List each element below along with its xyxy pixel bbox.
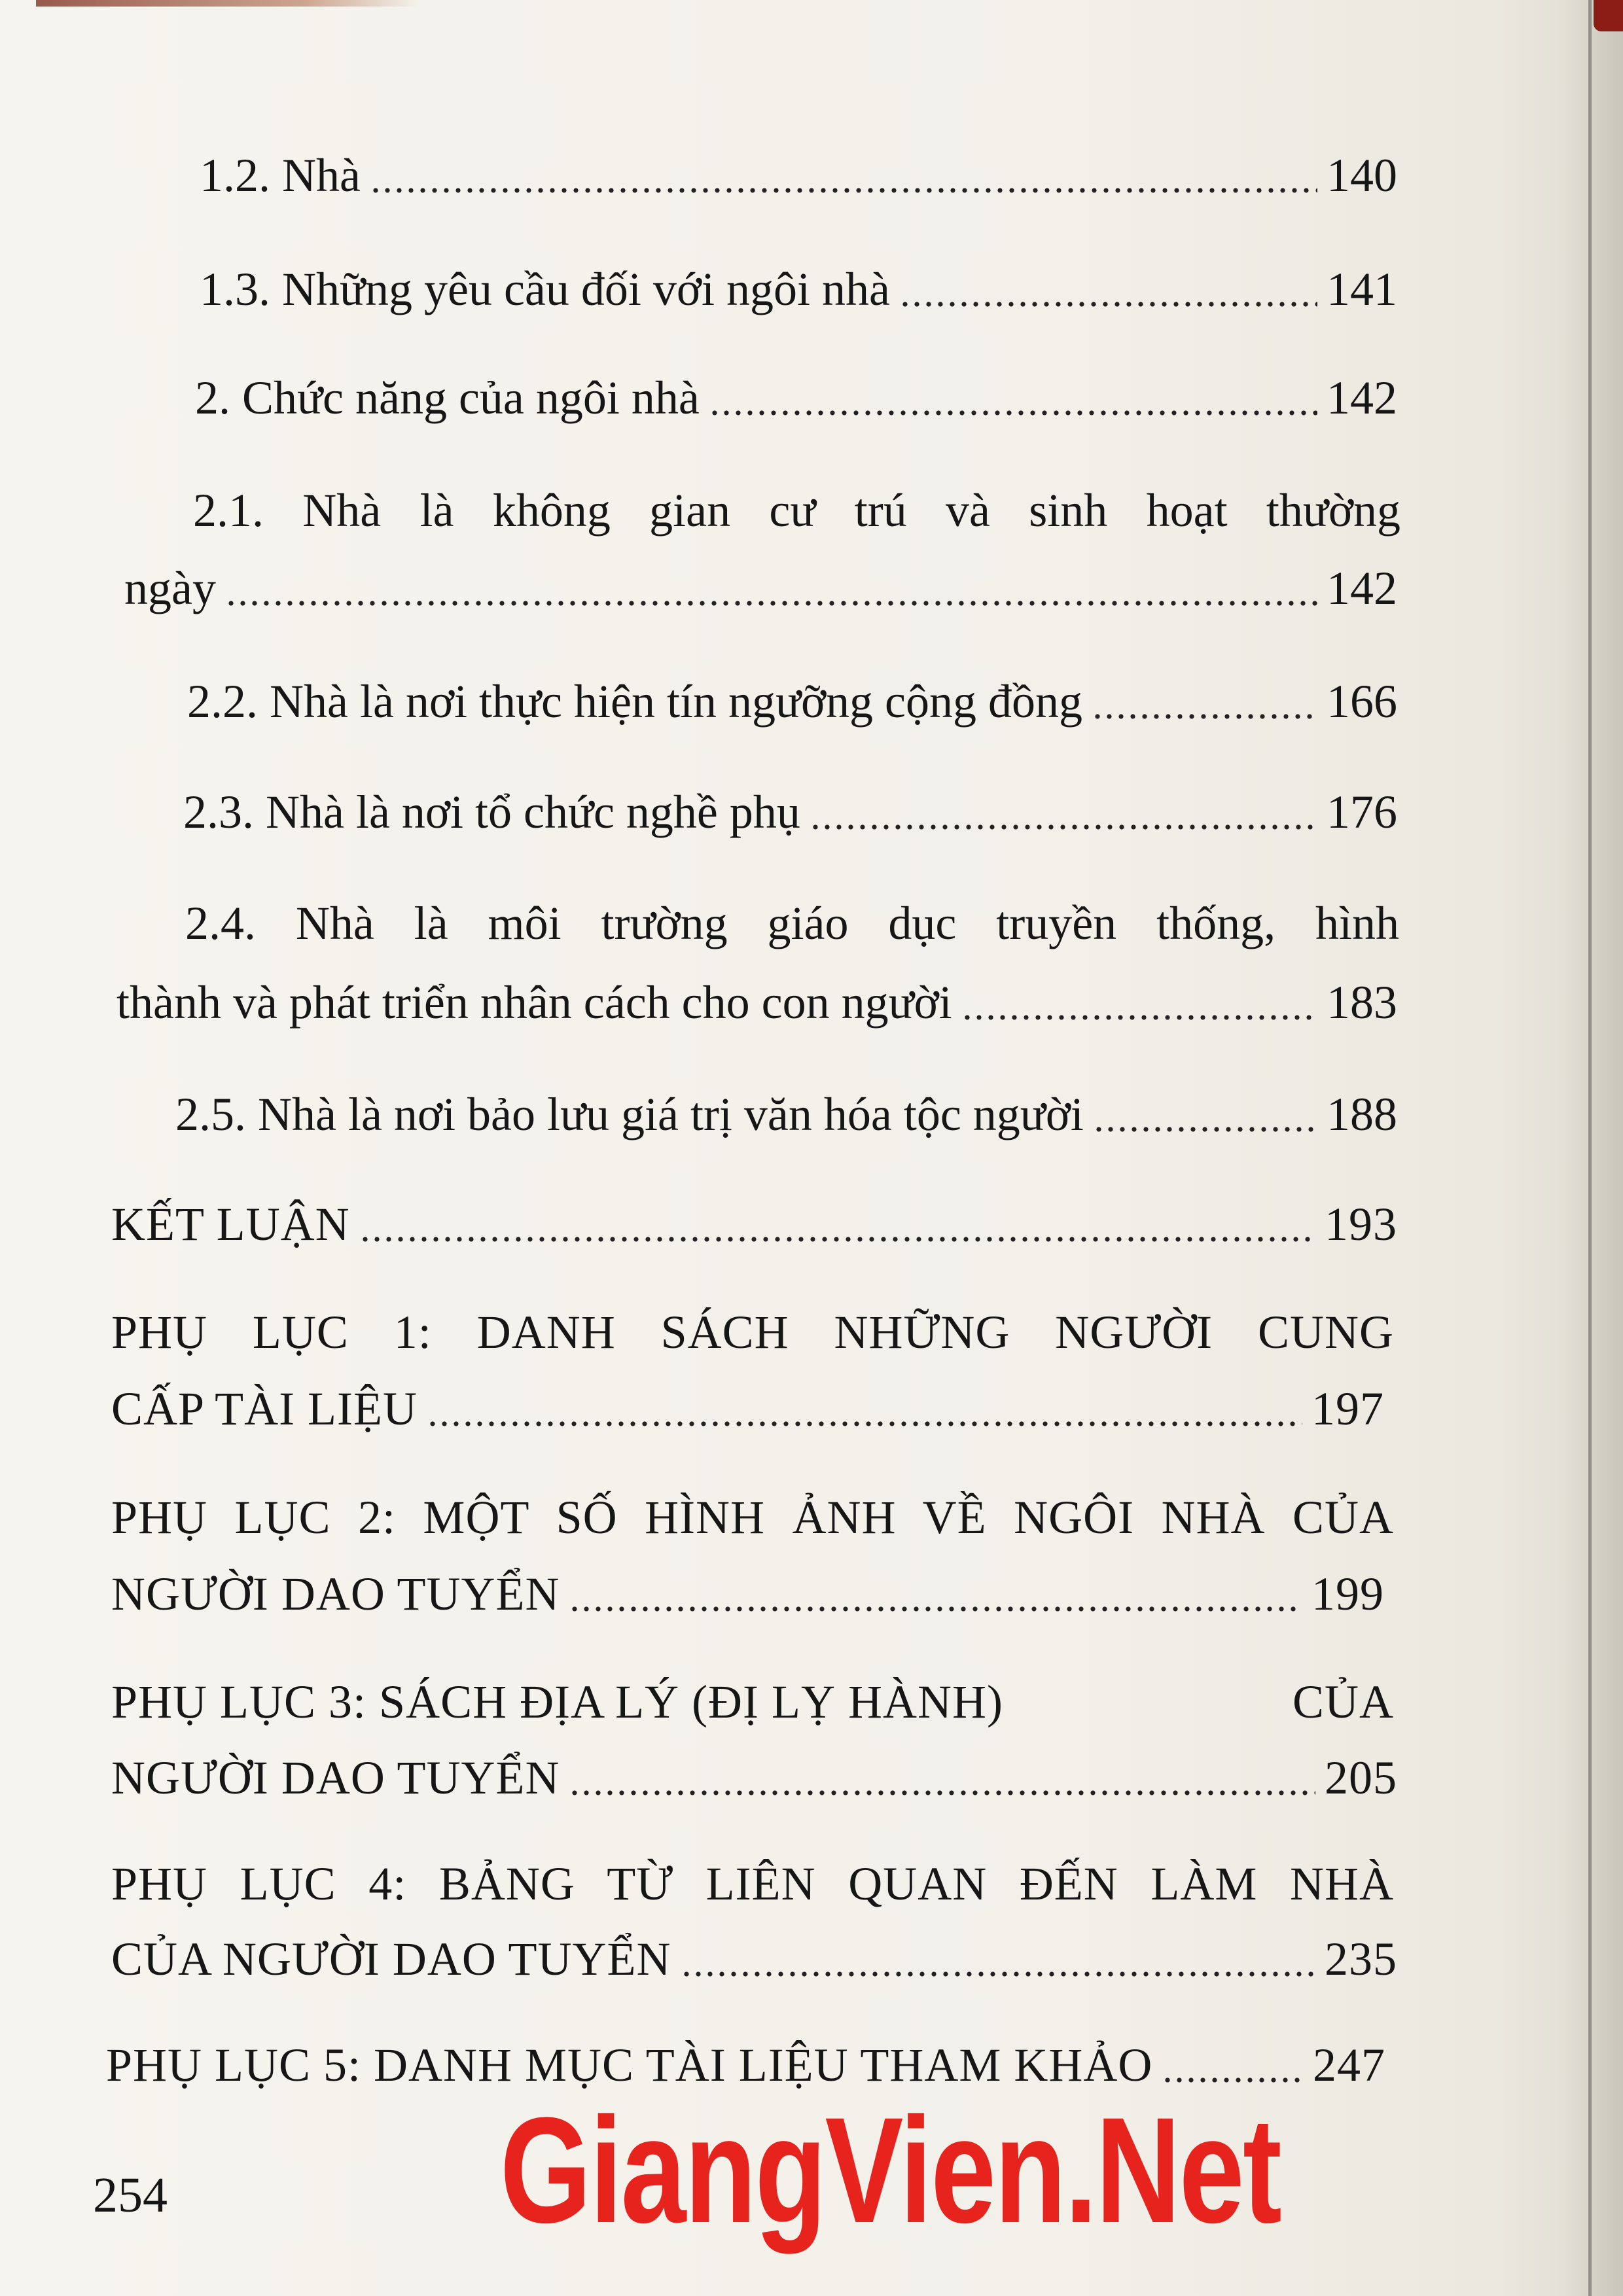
- toc-leader: [961, 1014, 1317, 1022]
- toc-entry: [195, 372, 1397, 424]
- toc-entry-page: 183: [1327, 976, 1397, 1029]
- toc-entry-label: KẾT LUẬN: [111, 1198, 350, 1250]
- toc-entry-label: CỦA NGƯỜI DAO TUYỂN: [111, 1933, 671, 1985]
- toc-entry-page: 142: [1327, 372, 1397, 424]
- toc-leader: [1162, 2077, 1304, 2085]
- watermark-logo: GiangVien.Net: [500, 2086, 1281, 2254]
- toc-entry-line1: PHỤ LỤC 3: SÁCH ĐỊA LÝ (ĐỊ LỴ HÀNH): [111, 1676, 1003, 1728]
- toc-leader: [225, 600, 1317, 608]
- toc-entry: [116, 976, 1397, 1029]
- toc-entry-line1: PHỤ LỤC 1: DANH SÁCH NHỮNG NGƯỜI CUNG: [111, 1306, 1394, 1358]
- toc-entry-label: NGƯỜI DAO TUYỂN: [111, 1752, 560, 1804]
- toc-leader: [810, 824, 1317, 832]
- toc-entry-label: NGƯỜI DAO TUYỂN: [111, 1568, 560, 1620]
- page-number: 254: [93, 2168, 168, 2223]
- toc-entry-page: 188: [1327, 1088, 1397, 1140]
- toc-entry-page: 199: [1311, 1568, 1384, 1620]
- toc-entry-label: PHỤ LỤC 5: DANH MỤC TÀI LIỆU THAM KHẢO: [106, 2039, 1153, 2091]
- toc-entry: [187, 675, 1397, 728]
- toc-entry-page: 141: [1327, 263, 1397, 315]
- toc-leader: [1093, 1126, 1317, 1134]
- toc-entry-label: 2. Chức năng của ngôi nhà: [195, 372, 700, 424]
- toc-entry-line1-split: [111, 1676, 1394, 1728]
- toc-entry: [106, 2041, 1385, 2089]
- toc-leader: [899, 301, 1317, 309]
- toc-entry-page: 235: [1325, 1933, 1397, 1985]
- toc-entry: [111, 1198, 1397, 1250]
- toc-entry-label: ngày: [124, 562, 216, 614]
- toc-entry-page: 166: [1327, 675, 1397, 728]
- toc-entry-label: CẤP TÀI LIỆU: [111, 1383, 418, 1435]
- toc-entry-line1: PHỤ LỤC 4: BẢNG TỪ LIÊN QUAN ĐẾN LÀM NHÀ: [111, 1858, 1394, 1910]
- toc-entry: [124, 562, 1397, 614]
- toc-entry: [111, 1752, 1397, 1804]
- toc-entry-page: 193: [1325, 1198, 1397, 1250]
- toc-entry-label: 2.3. Nhà là nơi tổ chức nghề phụ: [183, 786, 800, 838]
- toc-entry: [200, 149, 1397, 202]
- toc-entry-page: 205: [1325, 1752, 1397, 1804]
- toc-leader: [1092, 713, 1317, 721]
- toc-leader: [569, 1790, 1315, 1797]
- toc-entry-page: 140: [1327, 149, 1397, 202]
- toc-entry-line1-right: CỦA: [1292, 1676, 1394, 1728]
- toc-leader: [569, 1606, 1302, 1614]
- toc-leader: [709, 410, 1317, 417]
- toc-entry: [200, 263, 1397, 315]
- toc-entry-line1: 2.1. Nhà là không gian cư trú và sinh hoạt thường: [193, 484, 1400, 537]
- toc-entry-page: 247: [1313, 2039, 1385, 2091]
- toc-entry: [111, 1383, 1384, 1435]
- toc-leader: [359, 1236, 1315, 1244]
- toc-entry: [183, 788, 1397, 836]
- toc-entry: [111, 1935, 1397, 1983]
- toc-entry-label: 1.2. Nhà: [200, 149, 361, 202]
- toc-entry-label: 2.5. Nhà là nơi bảo lưu giá trị văn hóa tộc người: [175, 1088, 1084, 1140]
- toc-leader: [370, 187, 1317, 195]
- toc-leader: [427, 1421, 1302, 1428]
- toc-entry-page: 176: [1327, 786, 1397, 838]
- toc-entry-label: 1.3. Những yêu cầu đối với ngôi nhà: [200, 263, 890, 315]
- toc-entry-line1: PHỤ LỤC 2: MỘT SỐ HÌNH ẢNH VỀ NGÔI NHÀ CỦA: [111, 1491, 1394, 1544]
- toc-entry-label: 2.2. Nhà là nơi thực hiện tín ngưỡng cộng đồng: [187, 675, 1082, 728]
- toc-leader: [681, 1971, 1315, 1979]
- toc-entry: [111, 1568, 1384, 1620]
- toc-entry-label: thành và phát triển nhân cách cho con người: [116, 976, 952, 1029]
- toc-entry-page: 197: [1311, 1383, 1384, 1435]
- toc-entry: [175, 1088, 1397, 1140]
- toc-entry-page: 142: [1327, 562, 1397, 614]
- toc-entry-line1: 2.4. Nhà là môi trường giáo dục truyền thống, hình: [185, 897, 1399, 949]
